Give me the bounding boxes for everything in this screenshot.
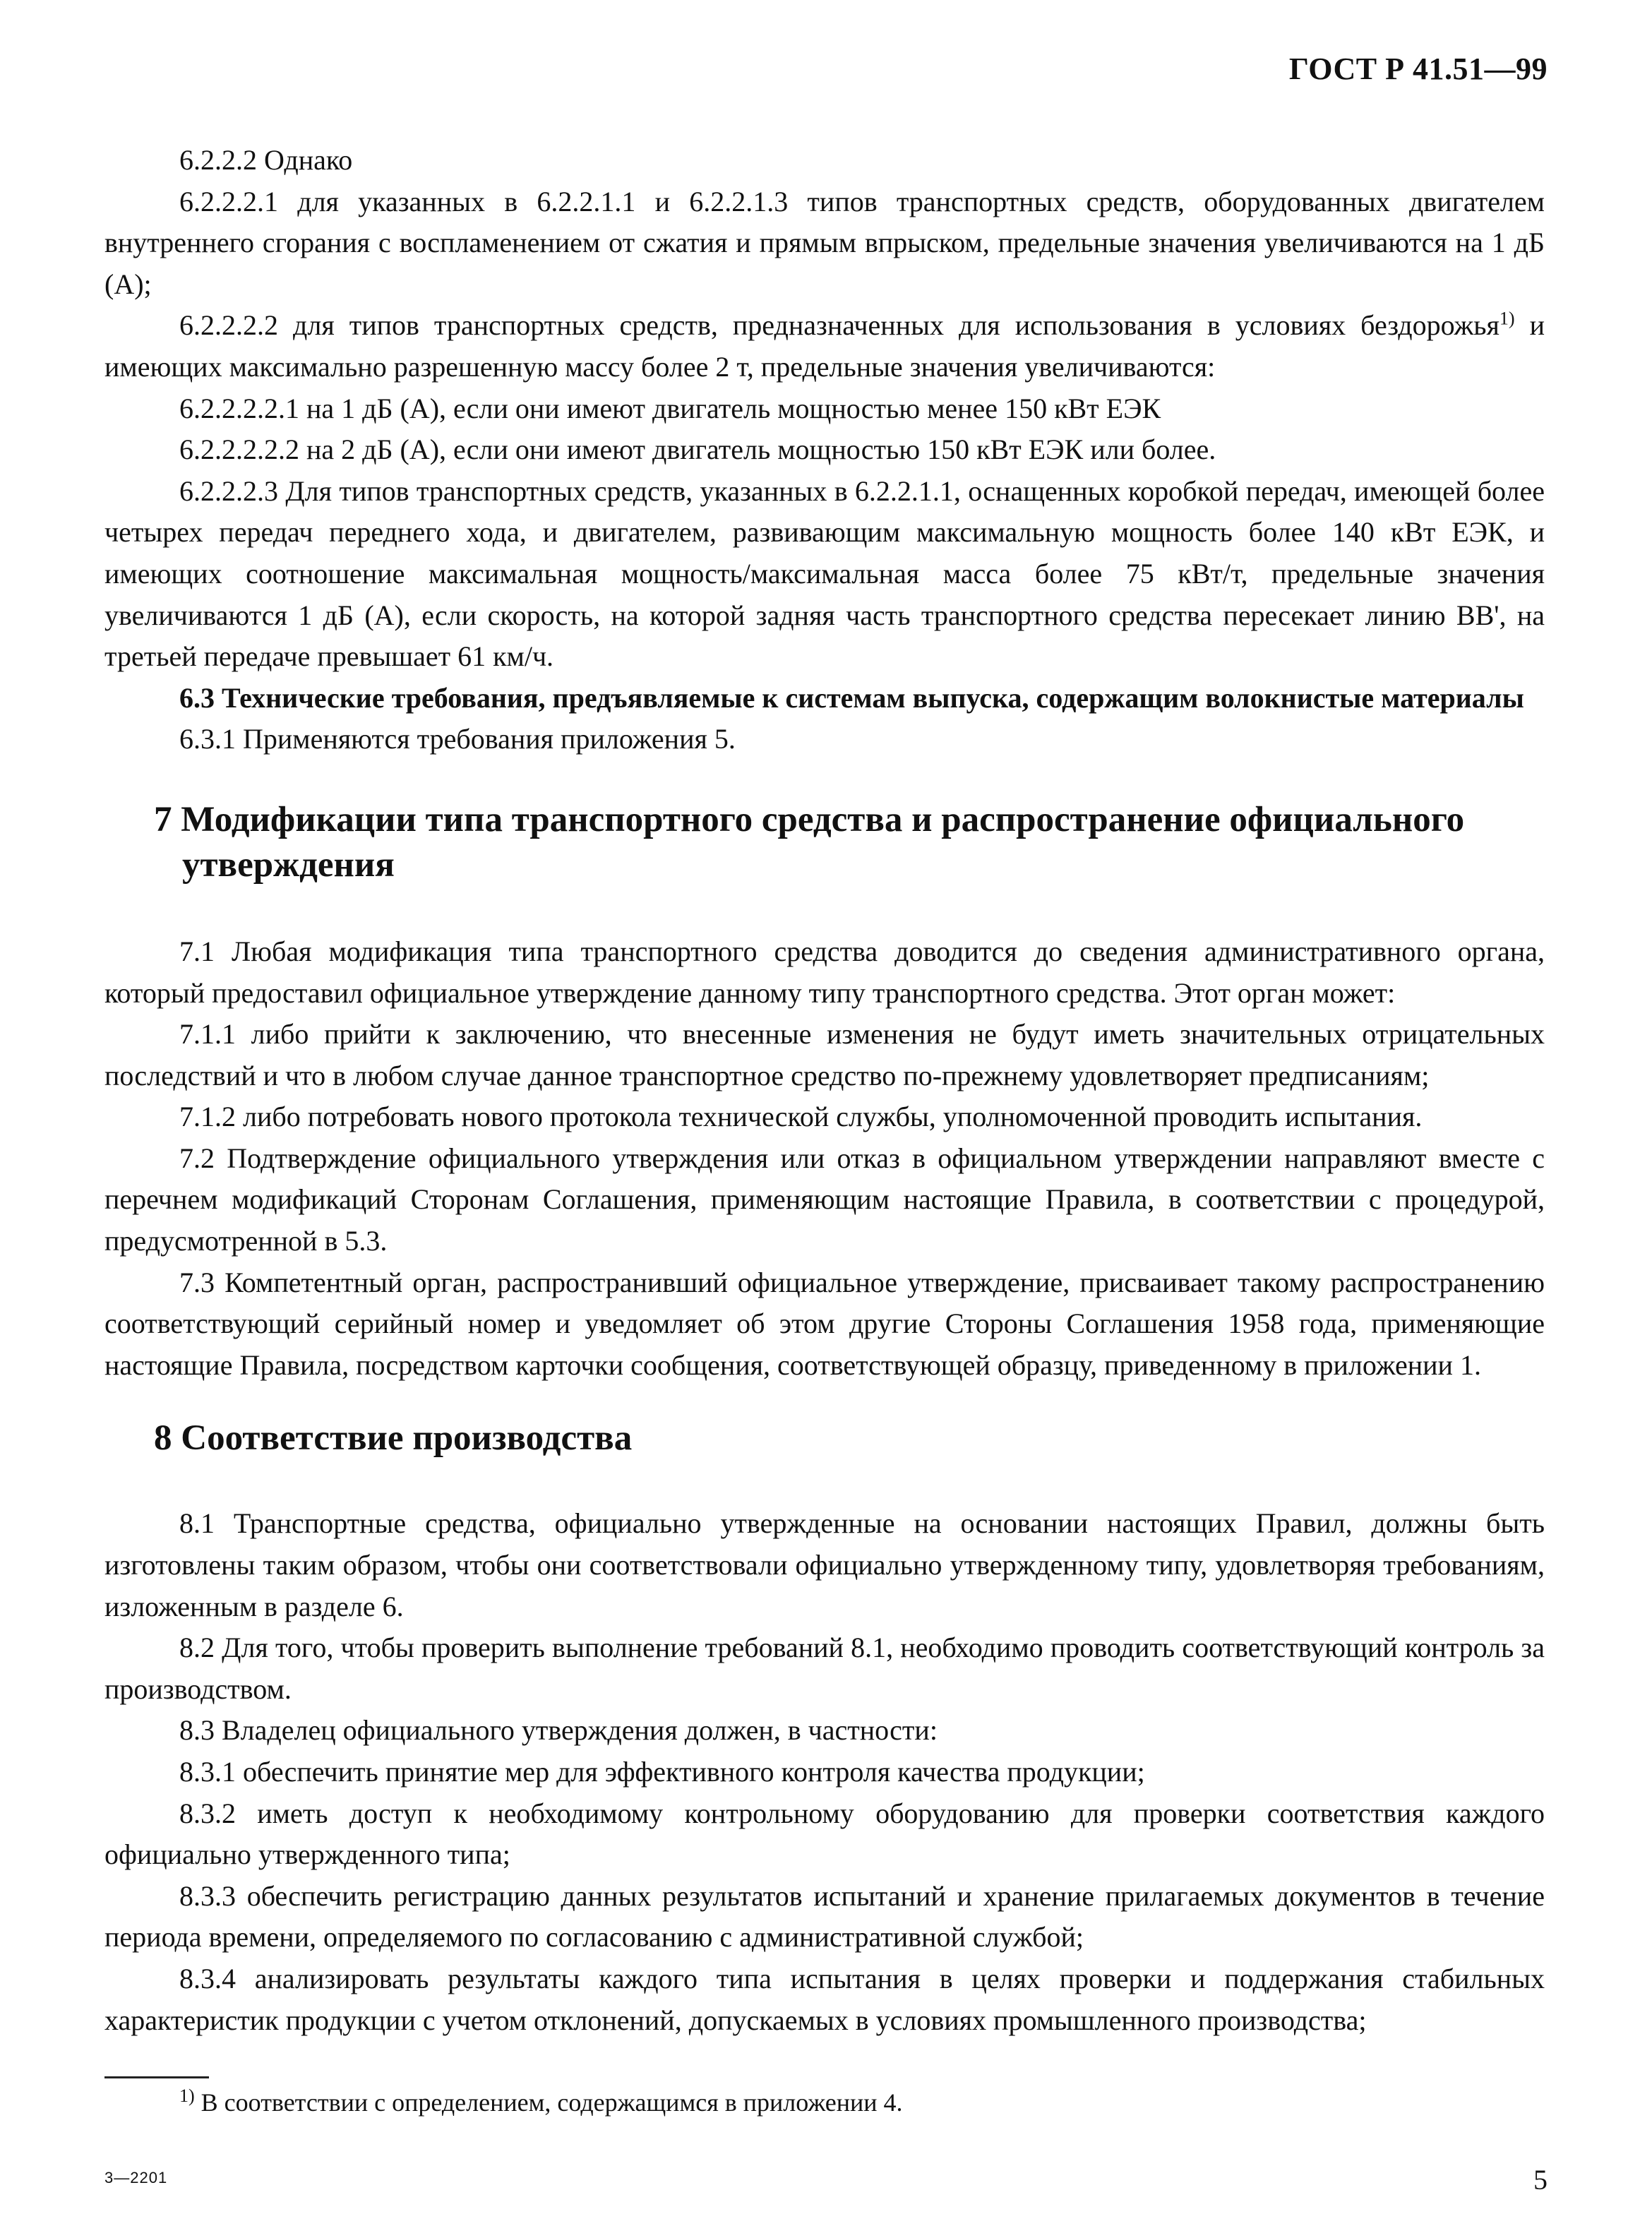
clause-8-3-2: 8.3.2 иметь доступ к необходимому контрольному оборудованию для проверки соответствия каждого официально утвержденного типа; — [104, 1797, 1545, 1871]
clause-8-3-4: 8.3.4 анализировать результаты каждого типа испытания в целях проверки и поддержания стабильных характеристик продукции с учетом отклонений, допускаемых в условиях промышленного производства; — [104, 1962, 1545, 2036]
clause-8-3-3: 8.3.3 обеспечить регистрацию данных результатов испытаний и хранение прилагаемых документов в течение периода времени, определяемого по согласованию с административной службой; — [104, 1879, 1545, 1953]
page-number: 5 — [1533, 2164, 1548, 2196]
clause-6-2-2-2-1: 6.2.2.2.1 для указанных в 6.2.2.1.1 и 6.2.2.1.3 типов транспортных средств, оборудованных двигателем внутреннего сгорания с воспламенением от сжатия и прямым впрыском, предельные значения увеличиваются на 1 дБ (А); — [104, 185, 1545, 300]
clause-6-2-2-2: 6.2.2.2 Однако — [179, 144, 353, 176]
footnote — [179, 2084, 903, 2121]
footnote-text: В соответствии с определением, содержащимся в приложении 4. — [194, 2088, 903, 2117]
clause-6-3-heading: 6.3 Технические требования, предъявляемые к системам выпуска, содержащим волокнистые материалы — [179, 681, 1524, 714]
clause-6-2-2-2-2-1: 6.2.2.2.2.1 на 1 дБ (А), если они имеют двигатель мощностью менее 150 кВт ЕЭК — [179, 392, 1161, 424]
clause-8-3: 8.3 Владелец официального утверждения должен, в частности: — [179, 1714, 938, 1747]
clause-7-2: 7.2 Подтверждение официального утверждения или отказ в официальном утверждении направляют вместе с перечнем модификаций Сторонам Соглашения, применяющим настоящие Правила, в соответствии с процедурой, предусмотренной в 5.3. — [104, 1142, 1545, 1257]
footnote-reference: 1) — [1499, 309, 1515, 330]
clause-7-1-2: 7.1.2 либо потребовать нового протокола технической службы, уполномоченной проводить испытания. — [179, 1101, 1423, 1133]
document-code: 3—2201 — [104, 2169, 168, 2186]
clause-6-3-1: 6.3.1 Применяются требования приложения 5. — [179, 723, 736, 755]
clause-6-2-2-2-2 — [104, 305, 1545, 388]
clause-8-1: 8.1 Транспортные средства, официально утвержденные на основании настоящих Правил, должны быть изготовлены таким образом, чтобы они соответствовали официально утвержденному типу, удовлетворяя требованиям, изложенным в разделе 6. — [104, 1507, 1545, 1622]
clause-6-2-2-2-3: 6.2.2.2.3 Для типов транспортных средств, указанных в 6.2.2.1.1, оснащенных коробкой передач, имеющей более четырех передач переднего хода, и двигателем, развивающим максимальную мощность более 140 кВт ЕЭК, и имеющих соотношение максимальная мощность/максимальная масса более 75 кВт/т, предельные значения увеличиваются 1 дБ (А), если скорость, на которой задняя часть транспортного средства пересекает линию ВВ', на третьей передаче превышает 61 км/ч. — [104, 474, 1545, 673]
footnote-marker: 1) — [179, 2086, 195, 2106]
clause-6-2-2-2-2-2: 6.2.2.2.2.2 на 2 дБ (А), если они имеют двигатель мощностью 150 кВт ЕЭК или более. — [179, 433, 1216, 466]
footnote-divider — [104, 2076, 209, 2078]
clause-7-1-1: 7.1.1 либо прийти к заключению, что внесенные изменения не будут иметь значительных отрицательных последствий и что в любом случае данное транспортное средство по-прежнему удовлетворяет предписаниям; — [104, 1018, 1545, 1091]
page-body — [104, 140, 1545, 2041]
document-header-title: ГОСТ Р 41.51—99 — [1288, 52, 1548, 86]
section-8-heading: 8 Соответствие производства — [154, 1418, 633, 1459]
clause-6-2-2-2-2-text-a: 6.2.2.2.2 для типов транспортных средств, предназначенных для использования в условиях бездорожья — [179, 309, 1500, 342]
clause-6-2-2-2-2-text-b: и имеющих максимально разрешенную массу более 2 т, предельные значения увеличиваются: — [104, 309, 1545, 383]
section-7-heading: 7 Модификации типа транспортного средства и распространение официального утверждения — [154, 799, 1465, 885]
clause-8-3-1: 8.3.1 обеспечить принятие мер для эффективного контроля качества продукции; — [179, 1756, 1145, 1788]
clause-7-3: 7.3 Компетентный орган, распространивший официальное утверждение, присваивает такому распространению соответствующий серийный номер и уведомляет об этом другие Стороны Соглашения 1958 года, применяющие настоящие Правила, посредством карточки сообщения, соответствующей образцу, приведенному в приложении 1. — [104, 1266, 1545, 1381]
clause-8-2: 8.2 Для того, чтобы проверить выполнение требований 8.1, необходимо проводить соответствующий контроль за производством. — [104, 1632, 1545, 1705]
clause-7-1: 7.1 Любая модификация типа транспортного средства доводится до сведения административного органа, который предоставил официальное утверждение данному типу транспортного средства. Этот орган может: — [104, 935, 1545, 1009]
